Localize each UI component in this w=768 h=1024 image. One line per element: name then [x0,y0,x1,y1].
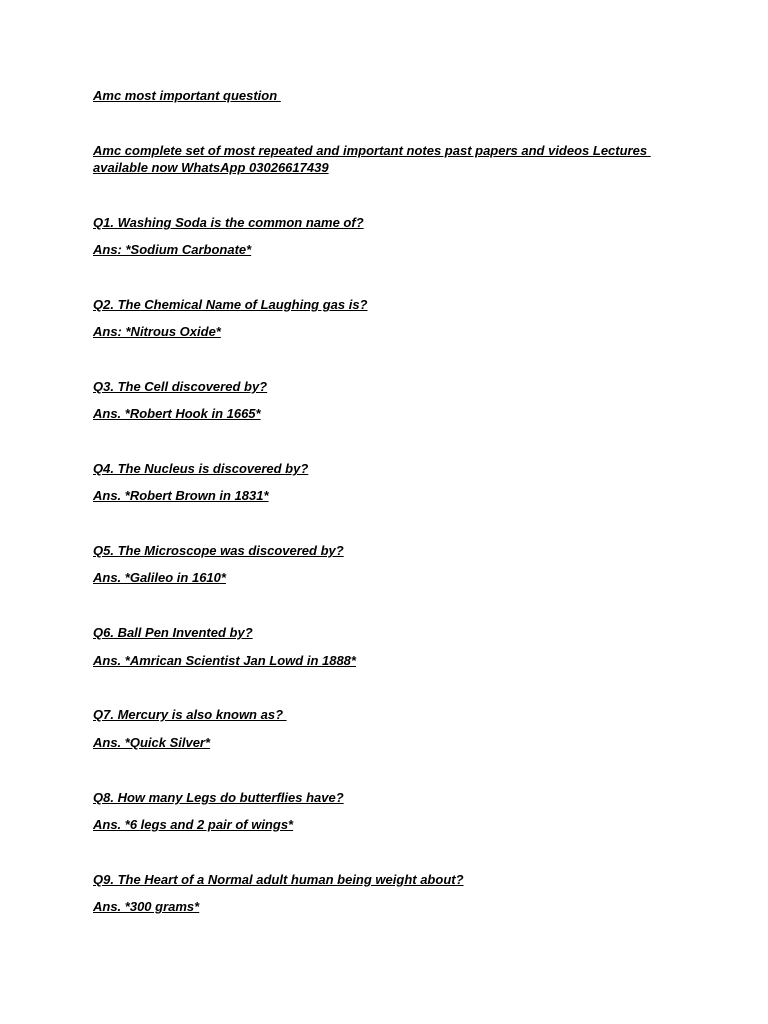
question-6: Q6. Ball Pen Invented by? [93,625,253,640]
answer-9: Ans. *300 grams* [93,899,200,914]
intro-paragraph: Amc complete set of most repeated and important notes past papers and videos Lectures available now WhatsApp 03026617439 [93,143,651,175]
answer-2: Ans: *Nitrous Oxide* [93,324,221,339]
answer-4: Ans. *Robert Brown in 1831* [93,488,269,503]
question-8: Q8. How many Legs do butterflies have? [93,790,344,805]
answer-6: Ans. *Amrican Scientist Jan Lowd in 1888* [93,653,356,668]
answer-8: Ans. *6 legs and 2 pair of wings* [93,817,294,832]
question-9: Q9. The Heart of a Normal adult human being weight about? [93,872,464,887]
question-2: Q2. The Chemical Name of Laughing gas is? [93,297,368,312]
answer-7: Ans. *Quick Silver* [93,735,211,750]
question-3: Q3. The Cell discovered by? [93,379,268,394]
question-1: Q1. Washing Soda is the common name of? [93,215,364,230]
answer-3: Ans. *Robert Hook in 1665* [93,406,261,421]
answer-1: Ans: *Sodium Carbonate* [93,242,252,257]
question-5: Q5. The Microscope was discovered by? [93,543,344,558]
answer-5: Ans. *Galileo in 1610* [93,570,226,585]
question-4: Q4. The Nucleus is discovered by? [93,461,309,476]
question-7: Q7. Mercury is also known as? [93,707,287,722]
document-title: Amc most important question [93,88,281,103]
